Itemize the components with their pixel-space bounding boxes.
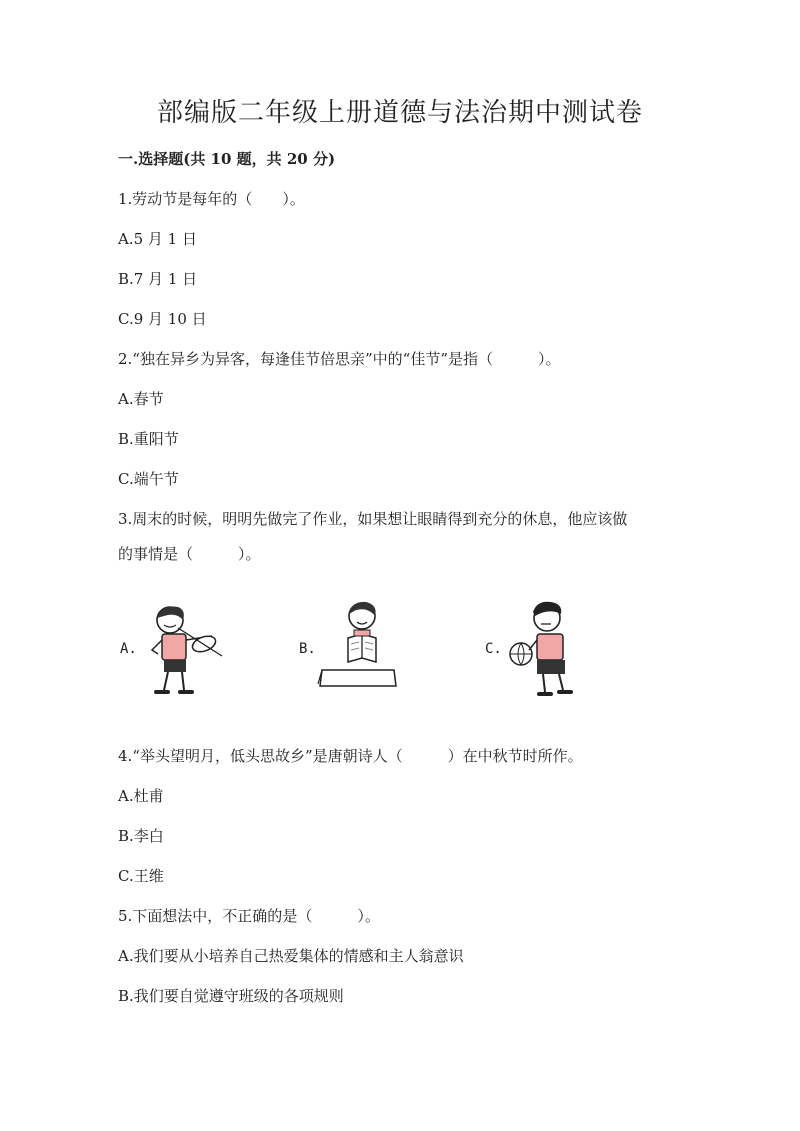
question-3-stem-line-1: 3.周末的时候，明明先做完了作业，如果想让眼睛得到充分的休息，他应该做 (118, 510, 628, 528)
question-2-stem: 2.“独在异乡为异客，每逢佳节倍思亲”中的“佳节”是指（ ）。 (118, 350, 561, 368)
question-2-option-b: B.重阳节 (118, 430, 179, 448)
question-1-option-c: C.9 月 10 日 (118, 310, 207, 328)
question-1-stem: 1.劳动节是每年的（ ）。 (118, 190, 305, 208)
question-1-option-a: A.5 月 1 日 (118, 230, 197, 248)
question-2-option-a: A.春节 (118, 390, 164, 408)
question-4-option-b: B.李白 (118, 827, 164, 845)
question-4-stem: 4.“举头望明月，低头思故乡”是唐朝诗人（ ）在中秋节时所作。 (118, 747, 583, 765)
question-1-option-b: B.7 月 1 日 (118, 270, 198, 288)
question-3-option-a-label: A. (120, 641, 137, 657)
child-reading-book-illustration (316, 598, 400, 694)
question-4-option-a: A.杜甫 (118, 787, 164, 805)
question-5-stem: 5.下面想法中，不正确的是（ ）。 (118, 907, 380, 925)
section-heading: 一.选择题(共 10 题，共 20 分) (118, 150, 336, 168)
question-3-option-c-label: C. (485, 641, 502, 657)
question-3-stem-line-2: 的事情是（ ）。 (118, 545, 261, 563)
question-5-option-b: B.我们要自觉遵守班级的各项规则 (118, 987, 344, 1005)
question-3-option-b-label: B. (299, 641, 316, 657)
question-4-option-c: C.王维 (118, 867, 164, 885)
question-2-option-c: C.端午节 (118, 470, 179, 488)
question-5-option-a: A.我们要从小培养自己热爱集体的情感和主人翁意识 (118, 947, 464, 965)
child-playing-basketball-illustration (505, 598, 577, 702)
document-title: 部编版二年级上册道德与法治期中测试卷 (156, 98, 643, 128)
child-playing-violin-illustration (140, 598, 230, 702)
